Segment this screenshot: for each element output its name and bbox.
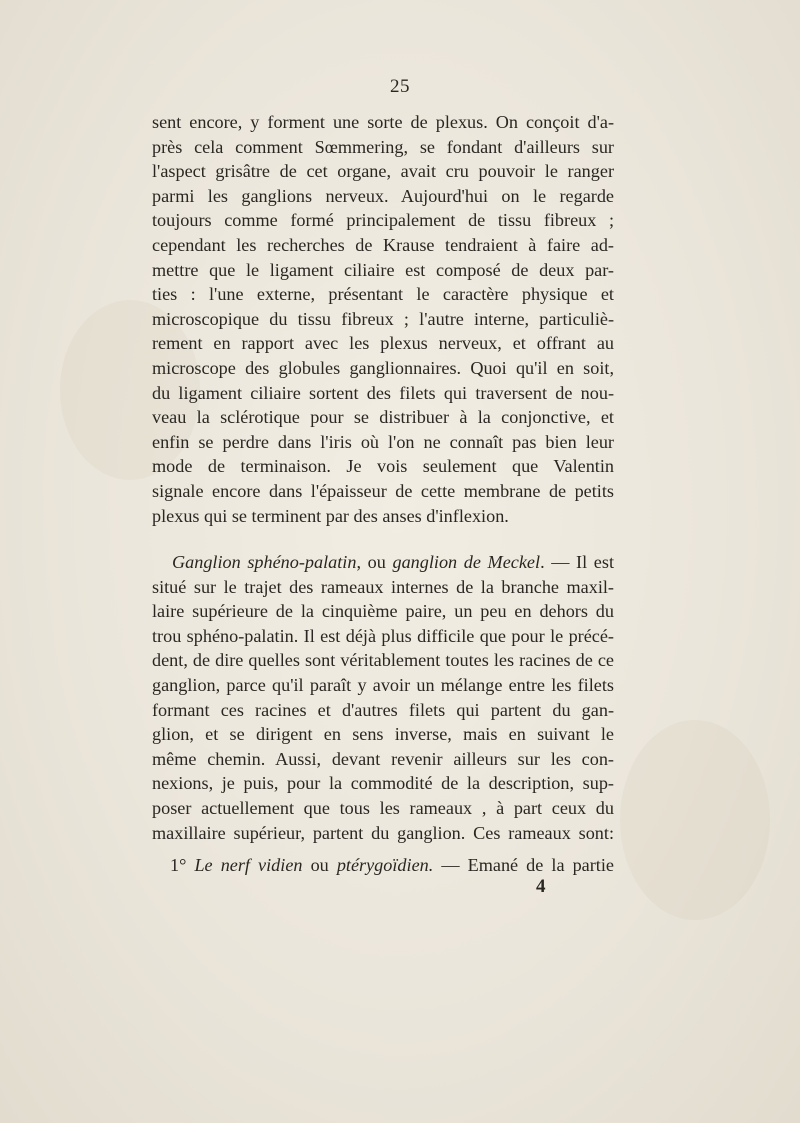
- text-line: cependant les recherches de Krause tendraient à faire ad-: [152, 234, 614, 255]
- text-line: dent, de dire quelles sont véritablement toutes les racines de ce: [152, 650, 614, 671]
- text-line: microscopique du tissu fibreux ; l'autre interne, particuliè-: [152, 308, 614, 329]
- text-line: même chemin. Aussi, devant revenir ailleurs sur les con-: [152, 748, 614, 769]
- text-line: sent encore, y forment une sorte de plexus. On conçoit d'a-: [152, 112, 614, 132]
- list-item-tail: — Emané de la partie: [433, 855, 614, 876]
- text-line: situé sur le trajet des rameaux internes de la branche maxil-: [152, 576, 614, 597]
- text-line: nexions, je puis, pour la commodité de la description, sup-: [152, 773, 614, 794]
- section-heading-line: [152, 550, 614, 575]
- text-line: signale encore dans l'épaisseur de cette membrane de petits: [152, 480, 614, 501]
- text-line: formant ces racines et d'autres filets qui partent du gan-: [152, 699, 614, 720]
- list-item-number: 1°: [170, 855, 187, 876]
- text-line: du ligament ciliaire sortent des filets qui traversent de nou-: [152, 382, 614, 403]
- text-line: rement en rapport avec les plexus nerveux, et offrant au: [152, 333, 614, 354]
- list-item-title: Le nerf vidien: [194, 855, 303, 876]
- text-line: microscope des globules ganglionnaires. Quoi qu'il en soit,: [152, 357, 614, 378]
- text-line: l'aspect grisâtre de cet organe, avait cru pouvoir le ranger: [152, 161, 614, 182]
- heading-separator: , ou: [356, 552, 393, 572]
- page-number: 25: [390, 76, 410, 97]
- text-line: enfin se perdre dans l'iris où l'on ne connaît pas bien leur: [152, 431, 614, 452]
- paragraph-2: [152, 550, 614, 878]
- text-line: ties : l'une externe, présentant le caractère physique et: [152, 284, 614, 305]
- list-item-line: [152, 853, 614, 878]
- section-heading-title: Ganglion sphéno-palatin: [172, 552, 357, 572]
- text-line: ganglion, parce qu'il paraît y avoir un mélange entre les filets: [152, 674, 614, 695]
- text-line: poser actuellement que tous les rameaux , à part ceux du: [152, 797, 614, 818]
- text-line: maxillaire supérieur, partent du ganglion. Ces rameaux sont:: [152, 822, 614, 843]
- paragraph-1: [152, 110, 614, 528]
- text-line: mettre que le ligament ciliaire est composé de deux par-: [152, 259, 614, 280]
- text-line: trou sphéno-palatin. Il est déjà plus difficile que pour le précé-: [152, 625, 614, 646]
- heading-tail: . — Il est: [540, 552, 614, 572]
- text-line: plexus qui se terminent par des anses d'inflexion.: [152, 505, 509, 526]
- signature-mark: 4: [536, 876, 546, 897]
- list-item-alias: ptérygoïdien.: [336, 855, 434, 876]
- text-line: mode de terminaison. Je vois seulement que Valentin: [152, 456, 614, 477]
- text-line: veau la sclérotique pour se distribuer à la conjonctive, et: [152, 407, 614, 428]
- list-item-separator: ou: [302, 855, 337, 876]
- text-line: parmi les ganglions nerveux. Aujourd'hui on le regarde: [152, 185, 614, 206]
- text-line: près cela comment Sœmmering, se fondant d'ailleurs sur: [152, 136, 614, 157]
- section-heading-alias: ganglion de Meckel: [392, 552, 541, 572]
- text-line: toujours comme formé principalement de tissu fibreux ;: [152, 210, 614, 231]
- text-line: glion, et se dirigent en sens inverse, mais en suivant le: [152, 724, 614, 745]
- paper-stain: [620, 720, 770, 920]
- text-line: laire supérieure de la cinquième paire, un peu en dehors du: [152, 601, 614, 622]
